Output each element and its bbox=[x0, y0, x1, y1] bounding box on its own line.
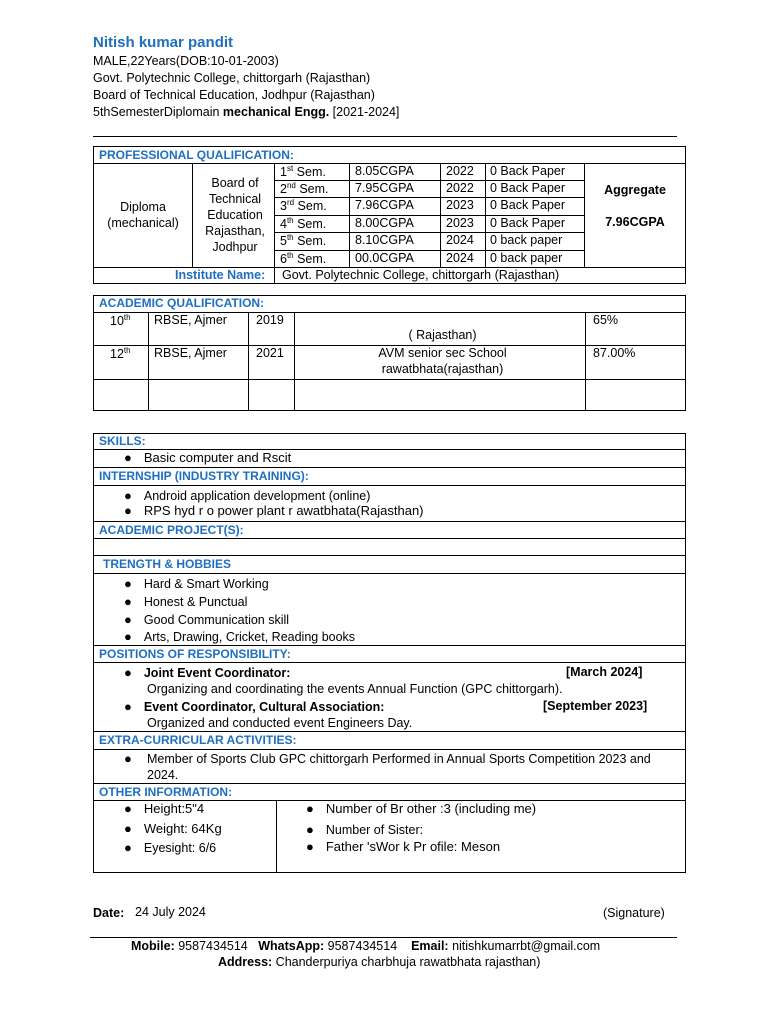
divider bbox=[148, 312, 149, 411]
footer-whatsapp-label: WhatsApp: bbox=[258, 939, 325, 953]
weight-info: ● Weight: 64Kg bbox=[124, 821, 222, 836]
skills-title: SKILLS: bbox=[99, 434, 146, 448]
projects-title: ACADEMIC PROJECT(S): bbox=[99, 523, 244, 537]
email-address: nitishkumarrbt@gmail.com bbox=[452, 939, 601, 953]
semester-cgpa: 8.05CGPA bbox=[355, 164, 414, 178]
divider bbox=[93, 521, 686, 522]
sisters-info: ● Number of Sister: bbox=[306, 822, 423, 837]
hobby-item: ● Hard & Smart Working bbox=[124, 576, 269, 591]
divider bbox=[584, 163, 585, 267]
footer-address-label: Address: bbox=[218, 955, 273, 969]
header-course: 5thSemesterDiplomain mechanical Engg. [2021-2024] bbox=[93, 105, 400, 119]
passing-year: 2021 bbox=[256, 346, 284, 360]
semester-year: 2024 bbox=[446, 251, 474, 265]
divider bbox=[93, 645, 686, 646]
whatsapp-number: 9587434514 bbox=[327, 939, 398, 953]
item: ● bbox=[124, 751, 132, 766]
divider bbox=[274, 163, 275, 284]
class-level: 12th bbox=[110, 346, 131, 362]
position-desc: Organizing and coordinating the events Annual Function (GPC chittorgarh). bbox=[147, 682, 563, 696]
hobby-item: ● Honest & Punctual bbox=[124, 594, 247, 609]
semester-label: 1st Sem. bbox=[280, 164, 326, 180]
semester-year: 2023 bbox=[446, 198, 474, 212]
school-name: ( Rajasthan) bbox=[408, 328, 477, 342]
extra-curricular-title: EXTRA-CURRICULAR ACTIVITIES: bbox=[99, 733, 297, 747]
school-board: RBSE, Ajmer bbox=[154, 346, 227, 360]
divider bbox=[192, 163, 193, 267]
semester-cgpa: 7.96CGPA bbox=[355, 198, 414, 212]
hobbies-title: TRENGTH & HOBBIES bbox=[103, 557, 232, 571]
position-date: [March 2024] bbox=[566, 665, 643, 679]
divider bbox=[93, 749, 686, 750]
board-name: Board of Technical Education Rajasthan, Jodhpur bbox=[205, 176, 265, 254]
divider bbox=[93, 662, 686, 663]
extra-curricular-item bbox=[124, 751, 679, 783]
internship-item: ● Android application development (online) bbox=[124, 488, 370, 503]
semester-back-papers: 0 Back Paper bbox=[490, 164, 566, 178]
height-info: ● Height:5"4 bbox=[124, 801, 204, 816]
score: 87.00% bbox=[593, 346, 636, 360]
header-board: Board of Technical Education, Jodhpur (Rajasthan) bbox=[93, 88, 375, 102]
date-value: 24 July 2024 bbox=[135, 905, 206, 919]
semester-cgpa: 00.0CGPA bbox=[355, 251, 414, 265]
divider bbox=[294, 312, 295, 411]
semester-label: 3rd Sem. bbox=[280, 198, 327, 214]
header-gender-age: MALE,22Years(DOB:10-01-2003) bbox=[93, 54, 279, 68]
footer-email-label: Email: bbox=[411, 939, 449, 953]
date-label: Date: bbox=[93, 906, 125, 920]
course-name: Diploma (mechanical) bbox=[107, 200, 179, 230]
aggregate-value: 7.96CGPA bbox=[605, 215, 665, 229]
skill-item: ● Basic computer and Rscit bbox=[124, 450, 291, 465]
divider bbox=[93, 538, 686, 539]
professional-qualification-title: PROFESSIONAL QUALIFICATION: bbox=[99, 148, 294, 162]
institute-label: Institute Name: bbox=[175, 268, 266, 282]
divider bbox=[93, 467, 686, 468]
position-role: ● Event Coordinator, Cultural Association: bbox=[124, 699, 384, 714]
footer-divider bbox=[90, 937, 677, 938]
semester-year: 2024 bbox=[446, 233, 474, 247]
mobile-number: 9587434514 bbox=[178, 939, 248, 953]
semester-label: 5th Sem. bbox=[280, 233, 327, 249]
divider bbox=[585, 312, 586, 411]
hobby-item: ● Arts, Drawing, Cricket, Reading books bbox=[124, 629, 355, 644]
header-details bbox=[93, 53, 399, 121]
divider bbox=[93, 731, 686, 732]
brothers-info: ● Number of Br other :3 (including me) bbox=[306, 801, 536, 816]
semester-year: 2023 bbox=[446, 216, 474, 230]
semester-year: 2022 bbox=[446, 164, 474, 178]
divider bbox=[93, 573, 686, 574]
divider bbox=[93, 555, 686, 556]
extra-item: Member of Sports Club GPC chittorgarh Performed in Annual Sports Competition 2023 and 2024. bbox=[147, 752, 651, 782]
signature-label: (Signature) bbox=[603, 906, 665, 920]
institute-value: Govt. Polytechnic College, chittorgarh (Rajasthan) bbox=[282, 268, 560, 282]
school-name: AVM senior sec School rawatbhata(rajasthan) bbox=[378, 346, 507, 376]
semester-back-papers: 0 back paper bbox=[490, 251, 563, 265]
semester-back-papers: 0 Back Paper bbox=[490, 216, 566, 230]
divider bbox=[93, 379, 686, 380]
semester-cgpa: 7.95CGPA bbox=[355, 181, 414, 195]
semester-back-papers: 0 back paper bbox=[490, 233, 563, 247]
divider bbox=[248, 312, 249, 411]
score: 65% bbox=[593, 313, 619, 327]
address-value: Chanderpuriya charbhuja rawatbhata rajasthan) bbox=[275, 955, 541, 969]
footer-mobile-label: Mobile: bbox=[131, 939, 175, 953]
contact-line bbox=[131, 939, 600, 953]
semester-back-papers: 0 Back Paper bbox=[490, 181, 566, 195]
divider bbox=[276, 800, 277, 873]
passing-year: 2019 bbox=[256, 313, 284, 327]
header-divider bbox=[93, 136, 677, 137]
semester-cgpa: 8.00CGPA bbox=[355, 216, 414, 230]
semester-cgpa: 8.10CGPA bbox=[355, 233, 414, 247]
aggregate-label: Aggregate bbox=[604, 183, 666, 197]
semester-label: 4th Sem. bbox=[280, 216, 327, 232]
position-desc: Organized and conducted event Engineers Day. bbox=[147, 716, 413, 730]
positions-title: POSITIONS OF RESPONSIBILITY: bbox=[99, 647, 291, 661]
semester-label: 6th Sem. bbox=[280, 251, 327, 267]
position-role: ● Joint Event Coordinator: bbox=[124, 665, 290, 680]
hobby-item: ● Good Communication skill bbox=[124, 612, 289, 627]
semester-year: 2022 bbox=[446, 181, 474, 195]
divider bbox=[93, 783, 686, 784]
internship-item: ● RPS hyd r o power plant r awatbhata(Rajasthan) bbox=[124, 503, 424, 518]
candidate-name: Nitish kumar pandit bbox=[93, 34, 234, 51]
eyesight-info: ● Eyesight: 6/6 bbox=[124, 840, 216, 855]
header-college: Govt. Polytechnic College, chittorgarh (Rajasthan) bbox=[93, 71, 371, 85]
position-date: [September 2023] bbox=[543, 699, 648, 713]
academic-qualification-title: ACADEMIC QUALIFICATION: bbox=[99, 296, 265, 310]
father-profile-info: ● Father 'sWor k Pr ofile: Meson bbox=[306, 839, 500, 854]
school-board: RBSE, Ajmer bbox=[154, 313, 227, 327]
semester-back-papers: 0 Back Paper bbox=[490, 198, 566, 212]
address-line bbox=[218, 955, 540, 969]
semester-label: 2nd Sem. bbox=[280, 181, 329, 197]
internship-title: INTERNSHIP (INDUSTRY TRAINING): bbox=[99, 469, 309, 483]
divider bbox=[93, 485, 686, 486]
class-level: 10th bbox=[110, 313, 131, 329]
other-info-title: OTHER INFORMATION: bbox=[99, 785, 233, 799]
